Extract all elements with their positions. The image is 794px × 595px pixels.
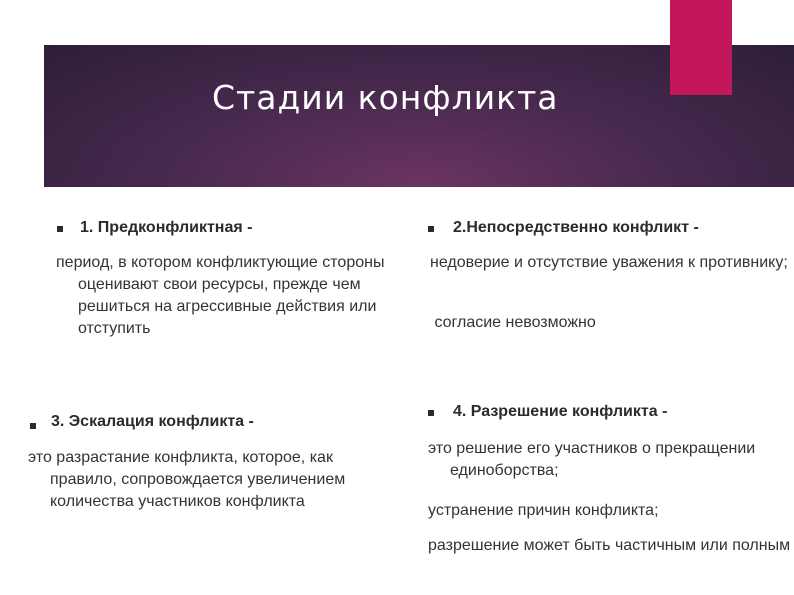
stage-3-heading: 3. Эскалация конфликта -: [51, 413, 254, 430]
bullet-square-icon: [428, 410, 434, 416]
stage-2-description: недоверие и отсутствие уважения к противнику;: [430, 254, 788, 271]
stage-4-description: разрешение может быть частичным или полным: [428, 537, 791, 554]
stage-3-description: это разрастание конфликта, которое, как правило, сопровождается увеличением количества участников конфликта: [28, 449, 346, 510]
accent-tab: [670, 0, 732, 95]
stage-4-heading: 4. Разрешение конфликта -: [453, 403, 668, 420]
stage-4-description: устранение причин конфликта;: [428, 502, 659, 519]
stage-2-heading: 2.Непосредственно конфликт -: [453, 219, 699, 236]
bullet-square-icon: [428, 226, 434, 232]
stage-1-heading: 1. Предконфликтная -: [80, 219, 253, 236]
stage-4-description: это решение его участников о прекращении единоборства;: [428, 440, 756, 479]
bullet-square-icon: [57, 226, 63, 232]
slide-title: Стадии конфликта: [212, 78, 559, 117]
bullet-square-icon: [30, 423, 36, 429]
stage-2-description: согласие невозможно: [430, 314, 596, 331]
stage-1-description: период, в котором конфликтующие стороны оценивают свои ресурсы, прежде чем решиться на агрессивные действия или отступить: [56, 254, 385, 337]
